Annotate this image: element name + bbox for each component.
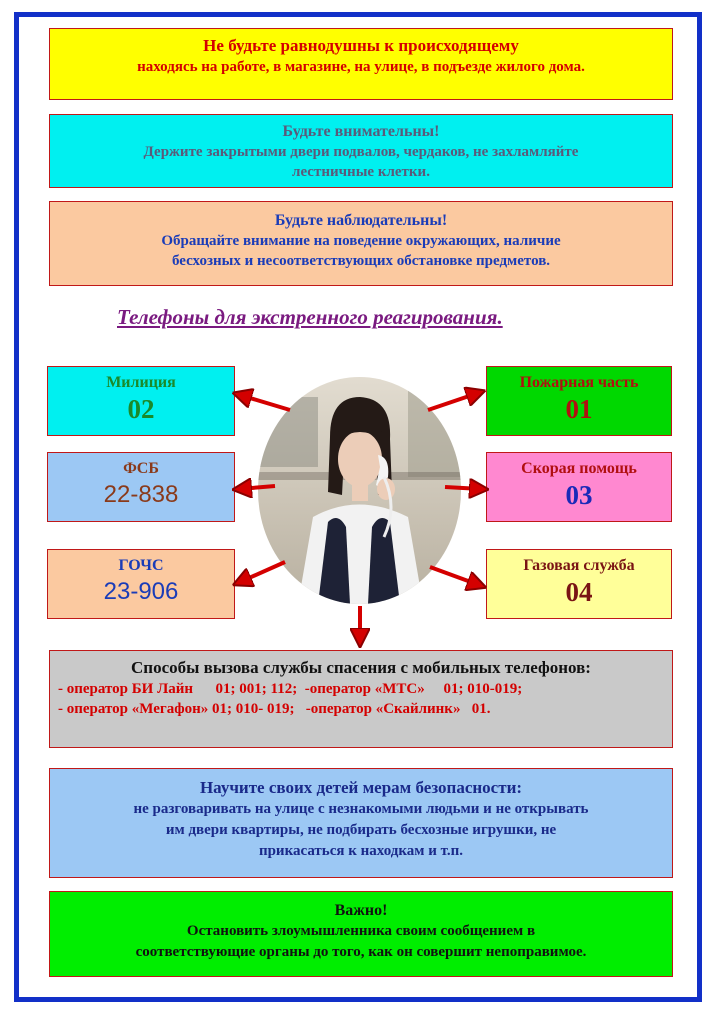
service-fsb-number: 22-838	[103, 481, 179, 508]
arrow-gas	[430, 567, 479, 585]
children-safety-line3: прикасаться к находкам и т.п.	[258, 843, 464, 859]
arrow-fire	[428, 393, 478, 410]
notice-indifferent-title: Не будьте равнодушны к происходящему	[203, 36, 519, 55]
service-militia-number: 02	[127, 394, 155, 424]
mobile-operators-line1: - оператор БИ Лайн 01; 001; 112; -оператор «МТС» 01; 010-019;	[58, 681, 523, 697]
notice-observant-line2: бесхозных и несоответствующих обстановке предметов.	[171, 253, 551, 269]
service-militia-name: Милиция	[106, 374, 176, 391]
mobile-operators-title: Способы вызова службы спасения с мобильных телефонов:	[131, 658, 591, 677]
service-ambulance-name: Скорая помощь	[521, 460, 637, 477]
service-fsb-name: ФСБ	[123, 460, 159, 477]
children-safety-line1: не разговаривать на улице с незнакомыми людьми и не открывать	[133, 801, 589, 817]
notice-attentive-line1: Держите закрытыми двери подвалов, чердаков, не захламляйте	[143, 144, 579, 160]
notice-attentive-line2: лестничные клетки.	[292, 164, 430, 180]
service-gas-number: 04	[565, 577, 593, 607]
notice-observant-line1: Обращайте внимание на поведение окружающих, наличие	[161, 233, 561, 249]
children-safety-line2: им двери квартиры, не подбирать бесхозные игрушки, не	[165, 822, 557, 838]
service-gochs-number: 23-906	[103, 578, 179, 605]
children-safety-box	[49, 768, 673, 878]
service-fire-number: 01	[565, 394, 593, 424]
arrow-gochs	[240, 562, 285, 582]
important-box	[49, 891, 673, 977]
notice-attentive-title: Будьте внимательны!	[282, 123, 440, 140]
service-gas-name: Газовая служба	[523, 557, 635, 574]
important-line2: соответствующие органы до того, как он совершит непоправимое.	[135, 944, 587, 960]
arrow-ambulance	[445, 487, 481, 489]
notice-indifferent-text: находясь на работе, в магазине, на улице, в подъезде жилого дома.	[137, 59, 585, 75]
service-gochs-name: ГОЧС	[118, 557, 164, 574]
arrow-militia	[240, 395, 290, 410]
important-line1: Остановить злоумышленника своим сообщением в	[186, 923, 536, 939]
service-fire-name: Пожарная часть	[519, 374, 639, 391]
service-ambulance-number: 03	[565, 480, 593, 510]
children-safety-title: Научите своих детей мерам безопасности:	[199, 778, 523, 797]
notice-observant-title: Будьте наблюдательны!	[274, 212, 448, 229]
important-title: Важно!	[334, 902, 388, 919]
mobile-operators-line2: - оператор «Мегафон» 01; 010- 019; -оператор «Скайлинк» 01.	[58, 701, 491, 717]
emergency-phones-heading: Телефоны для экстренного реагирования.	[117, 305, 503, 329]
arrow-fsb	[240, 486, 275, 489]
mobile-operators-box	[49, 650, 673, 748]
